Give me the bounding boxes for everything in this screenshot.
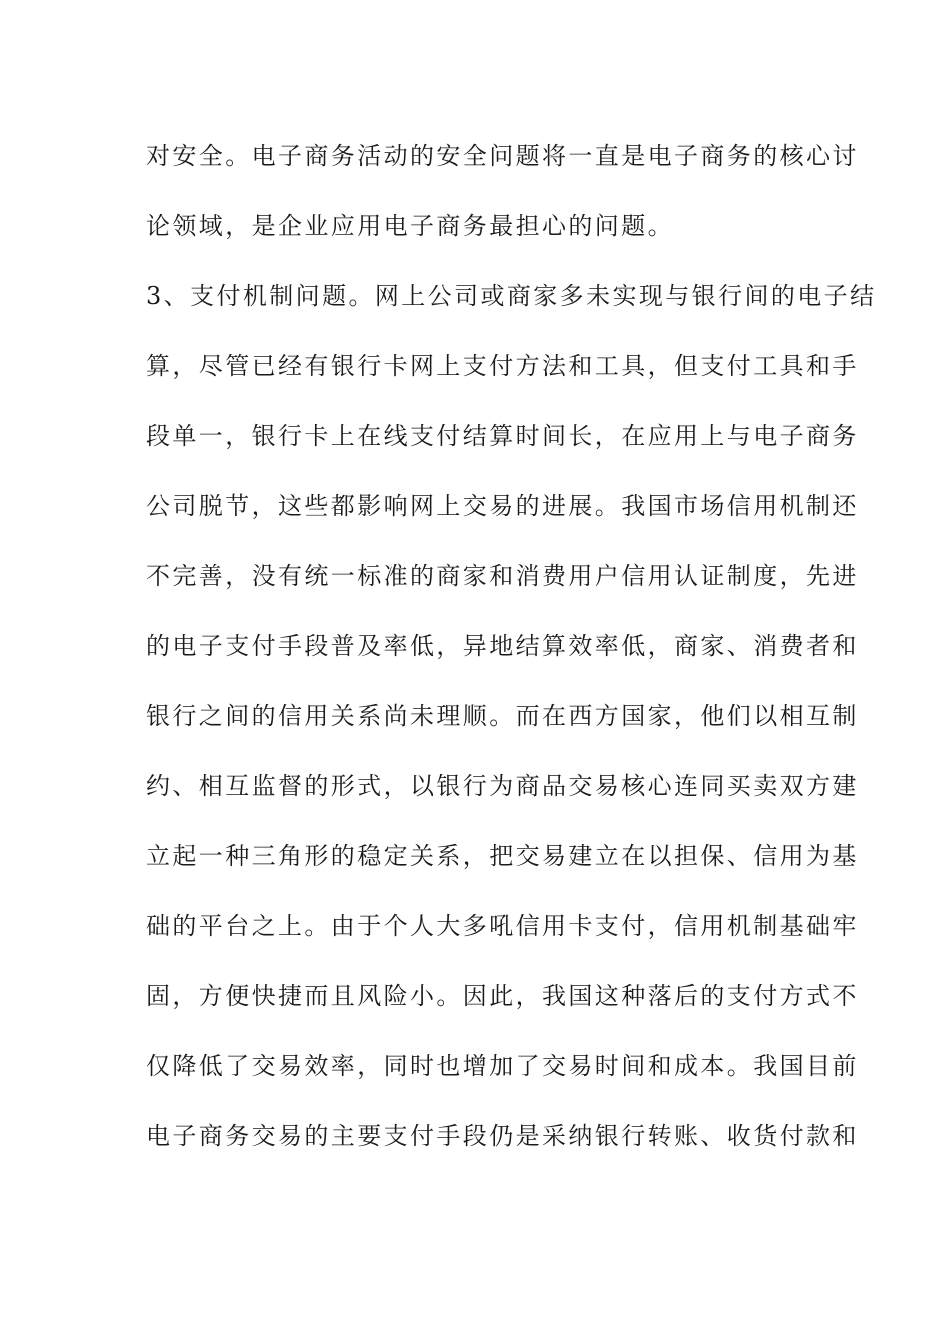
text-line: 础的平台之上。由于个人大多吼信用卡支付，信用机制基础牢 <box>146 912 859 940</box>
text-line: 段单一，银行卡上在线支付结算时间长，在应用上与电子商务 <box>146 422 859 450</box>
body-text <box>146 128 877 1178</box>
text-line: 对安全。电子商务活动的安全问题将一直是电子商务的核心讨 <box>146 142 859 170</box>
text-line: 不完善，没有统一标准的商家和消费用户信用认证制度，先进 <box>146 562 859 590</box>
text-line: 约、相互监督的形式，以银行为商品交易核心连同买卖双方建 <box>146 772 859 800</box>
text-line: 立起一种三角形的稳定关系，把交易建立在以担保、信用为基 <box>146 842 859 870</box>
text-line: 3、支付机制问题。网上公司或商家多未实现与银行间的电子结 <box>146 282 877 310</box>
text-line: 论领域，是企业应用电子商务最担心的问题。 <box>146 212 674 240</box>
text-line: 电子商务交易的主要支付手段仍是采纳银行转账、收货付款和 <box>146 1122 859 1150</box>
text-line: 仅降低了交易效率，同时也增加了交易时间和成本。我国目前 <box>146 1052 859 1080</box>
text-line: 公司脱节，这些都影响网上交易的进展。我国市场信用机制还 <box>146 492 859 520</box>
text-line: 银行之间的信用关系尚未理顺。而在西方国家，他们以相互制 <box>146 702 859 730</box>
text-line: 算，尽管已经有银行卡网上支付方法和工具，但支付工具和手 <box>146 352 859 380</box>
text-line: 固，方便快捷而且风险小。因此，我国这种落后的支付方式不 <box>146 982 859 1010</box>
text-line: 的电子支付手段普及率低，异地结算效率低，商家、消费者和 <box>146 632 859 660</box>
